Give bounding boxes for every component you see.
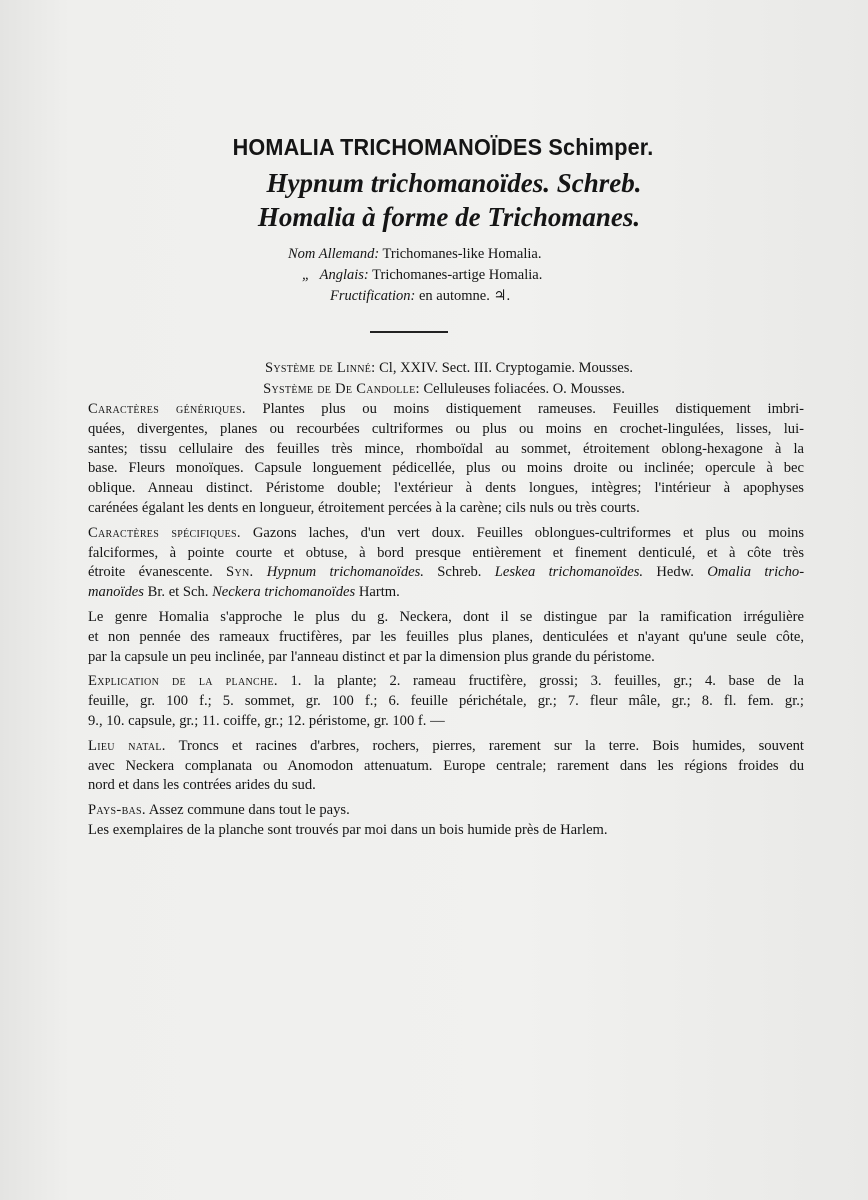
synonym-author: Br. et Sch. bbox=[147, 584, 209, 601]
synonym-author: Hedw. bbox=[656, 564, 694, 581]
generic-label: Caractères génériques. bbox=[88, 401, 246, 417]
synonym-title: Hypnum trichomanoïdes. Schreb. bbox=[266, 168, 642, 198]
text-line: feuille, gr. 100 f.; 5. sommet, gr. 100 f.; 6. feuille périchétale, gr.; 7. fleur mâle, gr.; 8. fl. fem. gr.; bbox=[88, 693, 804, 710]
specimens-paragraph bbox=[88, 821, 804, 841]
text-line: Plantes plus ou moins distiquement rameuses. Feuilles distiquement imbri- bbox=[262, 401, 804, 417]
text-line: Les exemplaires de la planche sont trouvés par moi dans un bois humide près de Harlem. bbox=[88, 821, 608, 838]
german-value: Trichomanes-like Homalia. bbox=[382, 246, 542, 262]
english-label: Anglais: bbox=[319, 267, 369, 283]
common-names bbox=[288, 244, 708, 307]
fructification-value: en automne. ♃. bbox=[419, 288, 511, 304]
text-line: Gazons laches, d'un vert doux. Feuilles oblongues-cultriformes et plus ou moins bbox=[252, 524, 804, 541]
specific-characters-paragraph bbox=[88, 524, 804, 603]
ditto-mark: „ bbox=[302, 267, 311, 283]
synonym-name: Neckera trichomanoïdes bbox=[212, 584, 356, 601]
synonym-name: Hypnum trichomanoïdes. bbox=[266, 564, 424, 581]
text-line: base. Fleurs monoïques. Capsule longuement pédicellée, plus ou moins droite ou inclinée; opercule à bec bbox=[88, 460, 804, 477]
text-line: Le genre Homalia s'approche le plus du g. Neckera, dont il se distingue par la ramification irrégulière bbox=[88, 608, 804, 625]
candolle-value: Celluleuses foliacées. O. Mousses. bbox=[423, 381, 625, 397]
synonym-label: Syn. bbox=[226, 564, 254, 581]
fructification-row bbox=[330, 286, 708, 307]
german-name-row bbox=[288, 244, 708, 265]
linne-value: Cl, XXIV. Sect. III. Cryptogamie. Mousses. bbox=[379, 360, 633, 376]
species-title: HOMALIA TRICHOMANOÏDES Schimper. bbox=[232, 134, 654, 160]
genre-paragraph bbox=[88, 608, 804, 667]
english-value: Trichomanes-artige Homalia. bbox=[372, 267, 543, 283]
divider-rule bbox=[370, 331, 448, 333]
text-line: quées, divergentes, planes ou recourbées cultriformes ou plus ou moins en crochet-lingulées, lisses, lui- bbox=[88, 420, 804, 437]
french-name-title: Homalia à forme de Trichomanes. bbox=[257, 202, 641, 232]
synonym-author: Schreb. bbox=[437, 564, 482, 581]
text-line: oblique. Anneau distinct. Péristome double; l'extérieur à dents longues, intègres; l'intérieur à apophyses bbox=[88, 480, 804, 497]
linne-row bbox=[30, 358, 868, 379]
synonym-name: Omalia tricho- bbox=[707, 564, 805, 581]
generic-characters-paragraph bbox=[88, 400, 804, 519]
lieu-label: Lieu natal. bbox=[88, 737, 166, 754]
fructification-label: Fructification: bbox=[330, 288, 416, 304]
synonym-name: manoïdes bbox=[88, 584, 144, 601]
text-line: carénées égalant les dents en longueur, étroitement percées à la carène; cils nuls ou très courts. bbox=[88, 499, 640, 516]
german-label: Nom Allemand: bbox=[288, 246, 380, 262]
candolle-label: Système de De Candolle: bbox=[263, 381, 420, 397]
text-line: étroite évanescente. bbox=[88, 564, 213, 581]
habitat-paragraph bbox=[88, 737, 804, 796]
specific-label: Caractères spécifiques. bbox=[88, 524, 241, 541]
text-line: Assez commune dans tout le pays. bbox=[148, 802, 350, 819]
candolle-row bbox=[20, 379, 868, 400]
netherlands-paragraph bbox=[88, 801, 804, 821]
synonym-author: Hartm. bbox=[358, 584, 400, 601]
text-line: 1. la plante; 2. rameau fructifère, grossi; 3. feuilles, gr.; 4. base de la bbox=[290, 673, 805, 690]
title-block bbox=[0, 128, 868, 234]
text-line: par la capsule un peu inclinée, par l'anneau distinct et par la dimension plus grande du péristome. bbox=[88, 648, 655, 665]
synonym-name: Leskea trichomanoïdes. bbox=[494, 564, 644, 581]
text-line: santes; tissu cellulaire des feuilles très mince, rhomboïdal au sommet, étroitement oblong-hexagone à la bbox=[88, 440, 804, 457]
explication-label: Explication de la planche. bbox=[88, 673, 278, 690]
text-line: 9., 10. capsule, gr.; 11. coiffe, gr.; 12. péristome, gr. 100 f. — bbox=[88, 712, 445, 729]
text-line: Troncs et racines d'arbres, rochers, pierres, rarement sur la terre. Bois humides, souvent bbox=[178, 737, 804, 754]
text-line: falciformes, à pointe courte et obtuse, à bord presque entièrement et finement denticulé, et à côte très bbox=[88, 544, 804, 561]
english-name-row bbox=[302, 265, 708, 286]
plate-explanation-paragraph bbox=[88, 672, 804, 731]
text-line: et non pennée des rameaux fructifères, par les feuilles plus planes, denticulées et n'ayant qu'une seule côte, bbox=[88, 628, 804, 645]
description-body bbox=[88, 400, 804, 846]
text-line: nord et dans les contrées arides du sud. bbox=[88, 777, 316, 794]
text-line: avec Neckera complanata ou Anomodon attenuatum. Europe centrale; rarement dans les régions froides du bbox=[88, 757, 804, 774]
linne-label: Système de Linné: bbox=[264, 360, 376, 376]
pays-label: Pays-bas. bbox=[88, 802, 146, 819]
classification-systems bbox=[0, 358, 868, 400]
